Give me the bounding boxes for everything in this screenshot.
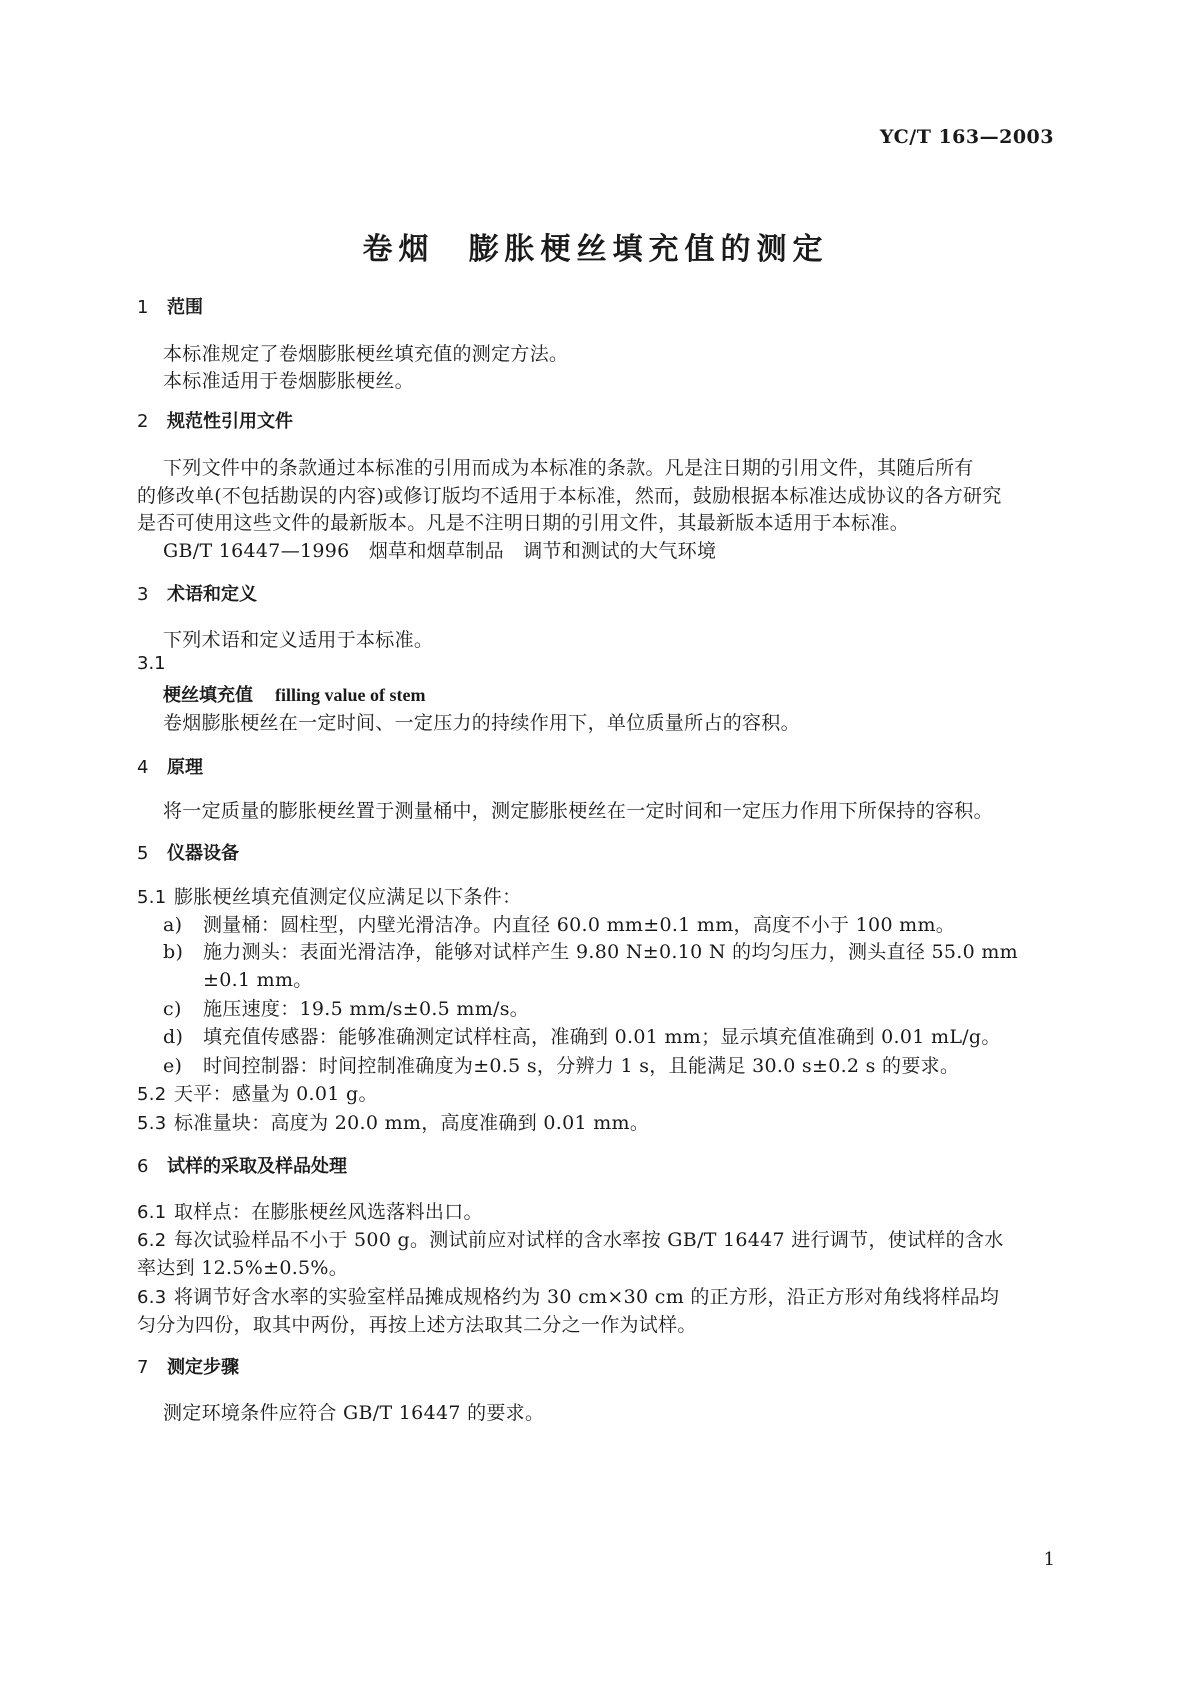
title-part-2: 膨胀梗丝填充值的测定	[468, 232, 829, 267]
clause-5-3: 5.3 标准量块：高度为 20.0 mm，高度准确到 0.01 mm。	[137, 1112, 650, 1134]
section-1-paragraph-1: 本标准规定了卷烟膨胀梗丝填充值的测定方法。	[163, 343, 569, 365]
clause-6-2: 6.2 每次试验样品不小于 500 g。测试前应对试样的含水率按 GB/T 16447 进行调节，使试样的含水	[137, 1229, 1004, 1251]
page-title	[0, 224, 1191, 268]
section-1-paragraph-2: 本标准适用于卷烟膨胀梗丝。	[163, 370, 414, 392]
section-1-heading: 1 范围	[137, 297, 203, 318]
term-chinese: 梗丝填充值	[163, 685, 253, 706]
section-7-paragraph-1: 测定环境条件应符合 GB/T 16447 的要求。	[163, 1402, 545, 1424]
clause-6-1: 6.1 取样点：在膨胀梗丝风选落料出口。	[137, 1201, 483, 1223]
list-item-b-continued: ±0.1 mm。	[203, 969, 313, 991]
section-3-heading: 3 术语和定义	[137, 584, 257, 605]
standard-code: YC/T 163—2003	[879, 126, 1054, 148]
page-number: 1	[1043, 1549, 1055, 1570]
list-item-c: c) 施压速度：19.5 mm/s±0.5 mm/s。	[163, 998, 530, 1020]
clause-5-2: 5.2 天平：感量为 0.01 g。	[137, 1083, 378, 1105]
section-5-heading: 5 仪器设备	[137, 843, 239, 864]
list-item-e: e) 时间控制器：时间控制准确度为±0.5 s，分辨力 1 s，且能满足 30.0 s±0.2 s 的要求。	[163, 1055, 960, 1077]
term-english: filling value of stem	[275, 685, 426, 705]
clause-3-1-number: 3.1	[137, 653, 166, 674]
term-entry	[163, 681, 426, 707]
list-item-d: d) 填充值传感器：能够准确测定试样柱高，准确到 0.01 mm；显示填充值准确到 0.01 mL/g。	[163, 1026, 1001, 1048]
section-2-line-1: 下列文件中的条款通过本标准的引用而成为本标准的条款。凡是注日期的引用文件，其随后所有	[163, 457, 974, 479]
list-item-a: a) 测量桶：圆柱型，内壁光滑洁净。内直径 60.0 mm±0.1 mm，高度不小于 100 mm。	[163, 914, 956, 936]
clause-6-3-continued: 匀分为四份，取其中两份，再按上述方法取其二分之一作为试样。	[137, 1314, 697, 1336]
section-3-paragraph-1: 下列术语和定义适用于本标准。	[163, 629, 434, 651]
section-6-heading: 6 试样的采取及样品处理	[137, 1156, 347, 1177]
section-4-heading: 4 原理	[137, 757, 203, 778]
clause-6-3: 6.3 将调节好含水率的实验室样品摊成规格约为 30 cm×30 cm 的正方形，沿正方形对角线将样品均	[137, 1286, 1000, 1308]
section-2-line-3: 是否可使用这些文件的最新版本。凡是不注明日期的引用文件，其最新版本适用于本标准。	[137, 512, 910, 534]
section-2-heading: 2 规范性引用文件	[137, 411, 293, 432]
title-part-1: 卷烟	[362, 232, 435, 267]
list-item-b: b) 施力测头：表面光滑洁净，能够对试样产生 9.80 N±0.10 N 的均匀压力，测头直径 55.0 mm	[163, 941, 1018, 963]
section-7-heading: 7 测定步骤	[137, 1357, 239, 1378]
clause-6-2-continued: 率达到 12.5%±0.5%。	[137, 1257, 349, 1279]
term-definition: 卷烟膨胀梗丝在一定时间、一定压力的持续作用下，单位质量所占的容积。	[163, 712, 800, 734]
section-2-line-2: 的修改单(不包括勘误的内容)或修订版均不适用于本标准，然而，鼓励根据本标准达成协议的各方研究	[137, 485, 1002, 507]
clause-5-1: 5.1 膨胀梗丝填充值测定仪应满足以下条件：	[137, 886, 522, 908]
normative-reference: GB/T 16447—1996 烟草和烟草制品 调节和测试的大气环境	[163, 540, 717, 562]
section-4-paragraph-1: 将一定质量的膨胀梗丝置于测量桶中，测定膨胀梗丝在一定时间和一定压力作用下所保持的容积。	[163, 800, 993, 822]
